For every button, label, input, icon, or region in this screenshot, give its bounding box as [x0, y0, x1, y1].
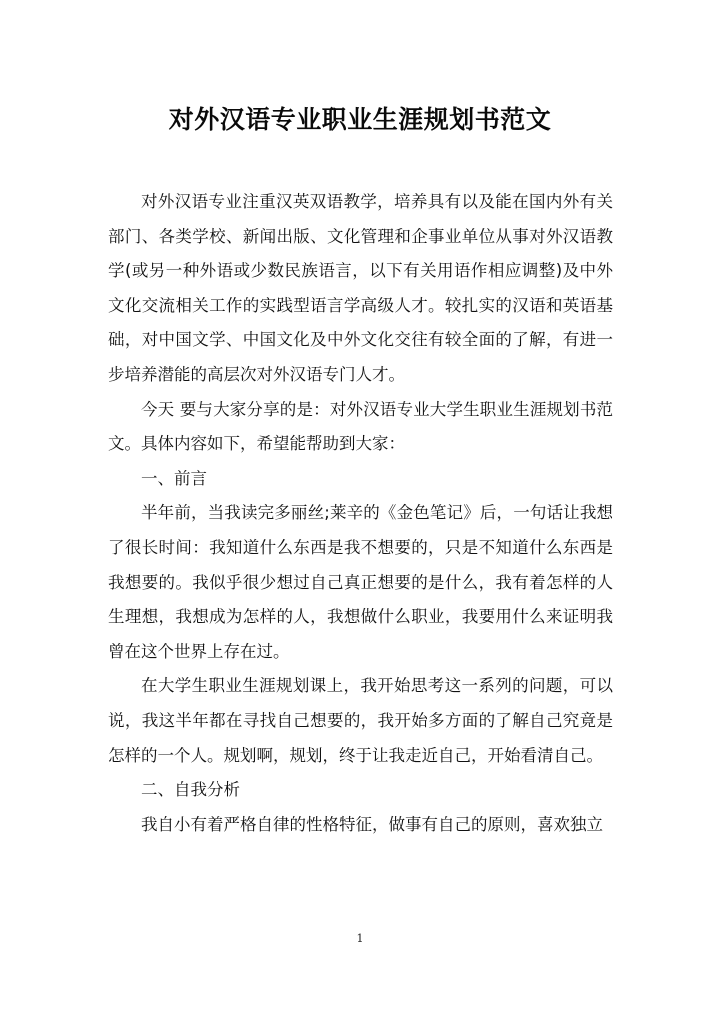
share-paragraph: 今天 要与大家分享的是：对外汉语专业大学生职业生涯规划书范文。具体内容如下，希望能帮助到大家： [108, 399, 613, 454]
intro-paragraph: 对外汉语专业注重汉英双语教学，培养具有以及能在国内外有关部门、各类学校、新闻出版、文化管理和企事业单位从事对外汉语教学(或另一种外语或少数民族语言，以下有关用语作相应调整)及中外文化交流相关工作的实践型语言学高级人才。较扎实的汉语和英语基础，对中国文学、中国文化及中外文化交往有较全面的了解，有进一步培养潜能的高层次对外汉语专门人才。 [108, 192, 613, 384]
document-title: 对外汉语专业职业生涯规划书范文 [168, 105, 552, 134]
preface-paragraph-1: 半年前，当我读完多丽丝;莱辛的《金色笔记》后，一句话让我想了很长时间：我知道什么东西是我不想要的，只是不知道什么东西是我想要的。我似乎很少想过自己真正想要的是什么，我有着怎样的人生理想，我想成为怎样的人，我想做什么职业，我要用什么来证明我曾在这个世界上存在过。 [108, 503, 613, 661]
self-analysis-paragraph: 我自小有着严格自律的性格特征，做事有自己的原则，喜欢独立 [141, 814, 603, 834]
section-heading-self-analysis: 二、自我分析 [141, 780, 240, 800]
preface-paragraph-2: 在大学生职业生涯规划课上，我开始思考这一系列的问题，可以说，我这半年都在寻找自己想要的，我开始多方面的了解自己究竟是怎样的一个人。规划啊，规划，终于让我走近自己，开始看清自己。 [108, 676, 613, 765]
section-heading-preface: 一、前言 [141, 468, 207, 488]
document-body [108, 185, 613, 842]
page-number: 1 [356, 932, 364, 945]
